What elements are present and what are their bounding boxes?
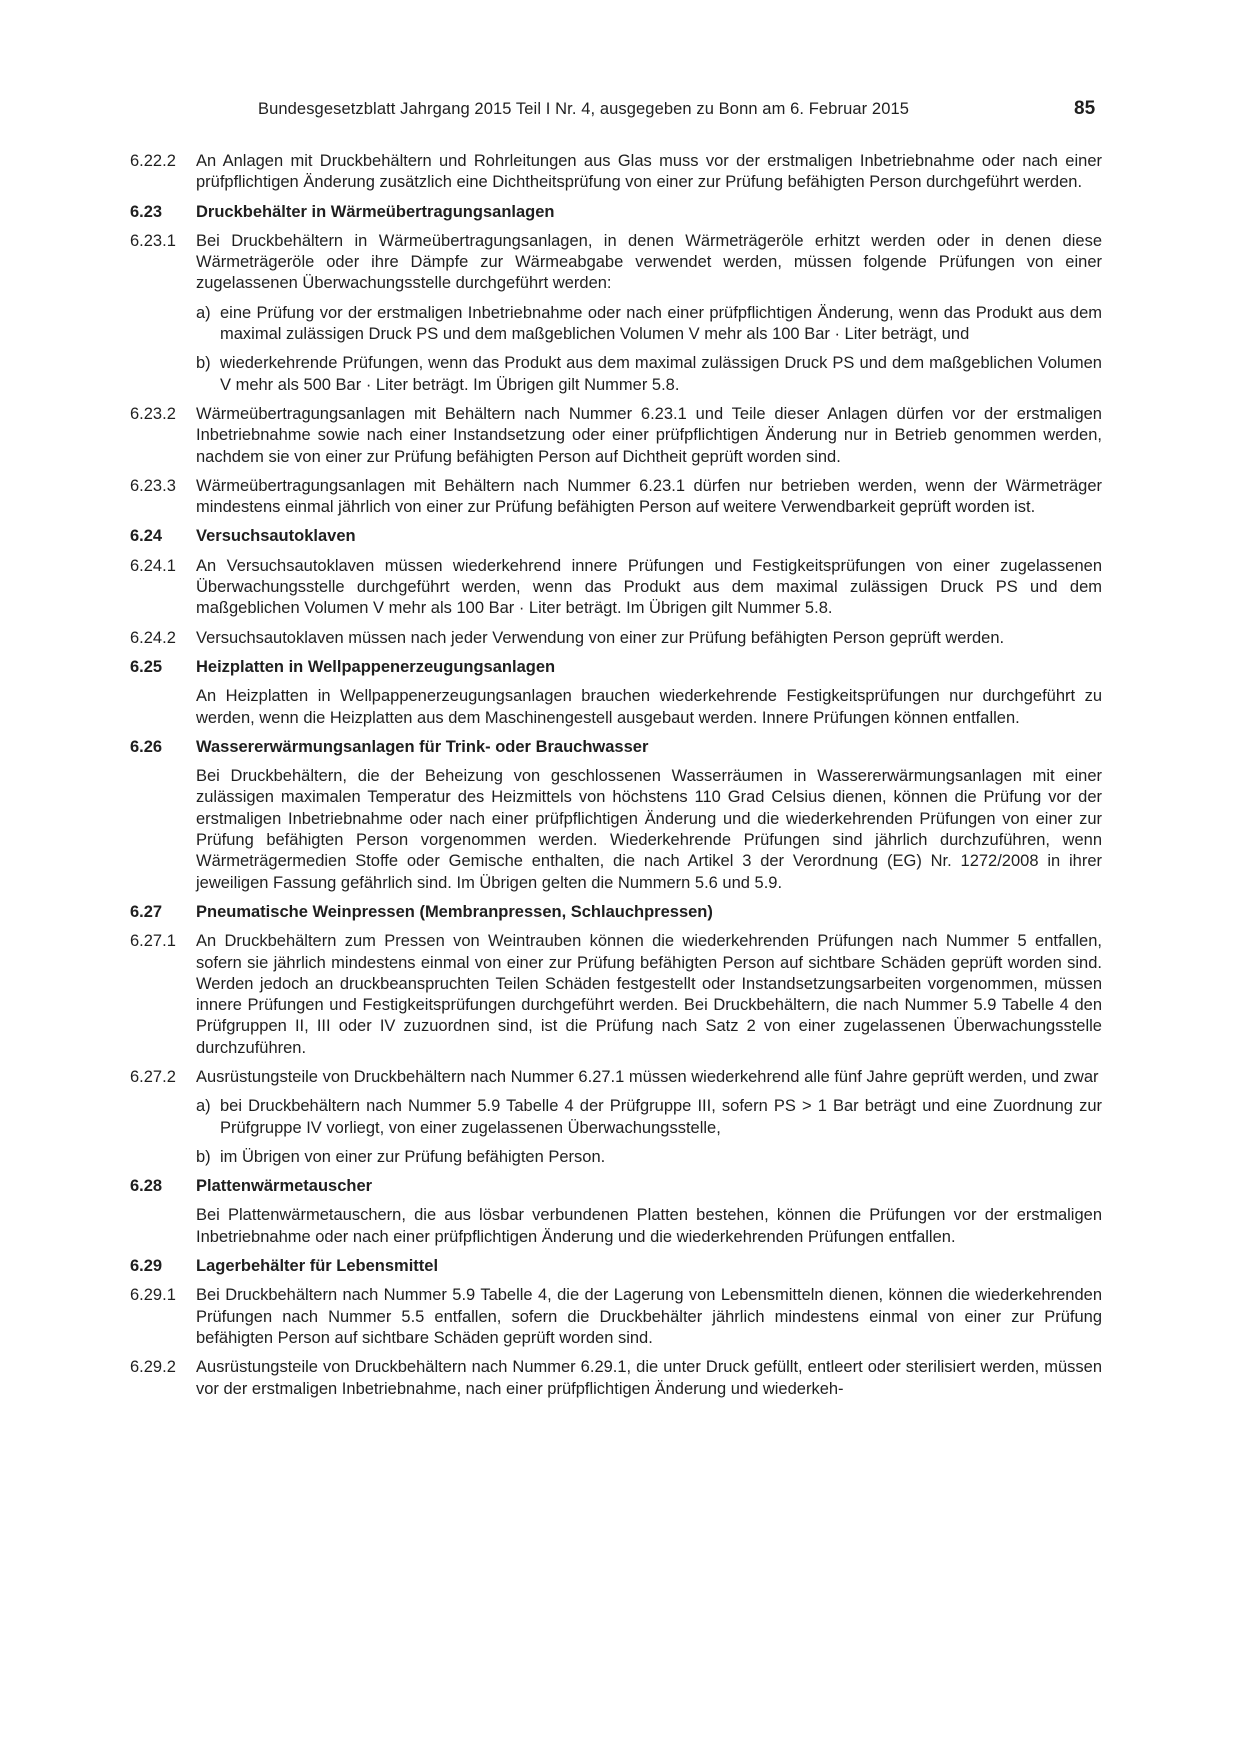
section-title: Pneumatische Weinpressen (Membranpressen, Schlauchpressen)	[196, 902, 713, 921]
section-number: 6.25	[130, 657, 163, 676]
paragraph-text: Bei Druckbehältern nach Nummer 5.9 Tabelle 4, die der Lagerung von Lebensmitteln dienen, können die wiederkehrenden Prüfungen nach Nummer 5.5 entfallen, sofern die Druckbehälter jährlich mindestens einmal von einer zur Prüfung befähigten Person auf sichtbare Schäden geprüft worden sind.	[196, 1286, 1102, 1347]
list-item-label: b)	[196, 354, 211, 373]
paragraph-text: Wärmeübertragungsanlagen mit Behältern nach Nummer 6.23.1 dürfen nur betrieben werden, wenn der Wärmeträger mindestens einmal jährlich von einer zur Prüfung befähigten Person auf weitere Verwendbarkeit geprüft worden ist.	[196, 476, 1102, 517]
section-number: 6.23	[130, 202, 163, 221]
section-number: 6.29	[130, 1257, 163, 1276]
paragraph	[130, 1357, 1102, 1400]
paragraph	[130, 686, 1102, 729]
list-item-label: a)	[196, 303, 211, 322]
page-number: 85	[1074, 98, 1096, 119]
paragraph-text: Bei Druckbehältern, die der Beheizung von geschlossenen Wasserräumen in Wassererwärmungsanlagen mit einer zulässigen maximalen Temperatur des Heizmittels von höchstens 110 Grad Celsius dienen, können die Prüfung vor der erstmaligen Inbetriebnahme oder nach einer prüfpflichtigen Änderung und die wiederkehrenden Prüfungen von einer zur Prüfung befähigten Person vorgenommen werden. Wiederkehrende Prüfungen sind jährlich durchzuführen, wenn Wärmeträgermedien Stoffe oder Gemische enthalten, die nach Artikel 3 der Verordnung (EG) Nr. 1272/2008 in ihrer jeweiligen Fassung gefährlich sind. Im Übrigen gelten die Nummern 5.6 und 5.9.	[196, 767, 1102, 892]
section-title: Lagerbehälter für Lebensmittel	[196, 1257, 439, 1276]
header-title: Bundesgesetzblatt Jahrgang 2015 Teil I Nr. 4, ausgegeben zu Bonn am 6. Februar 2015	[258, 100, 910, 118]
paragraph-text: Ausrüstungsteile von Druckbehältern nach Nummer 6.29.1, die unter Druck gefüllt, entleert oder sterilisiert werden, müssen vor der erstmaligen Inbetriebnahme, nach einer prüfpflichtigen Änderung und wiederkeh-	[196, 1358, 1102, 1398]
paragraph	[130, 476, 1102, 519]
list-item-label: a)	[196, 1097, 211, 1116]
paragraph-number: 6.27.1	[130, 932, 176, 951]
paragraph	[130, 931, 1102, 1059]
section-heading	[130, 526, 1102, 547]
paragraph-number: 6.29.1	[130, 1286, 176, 1305]
paragraph	[130, 1205, 1102, 1248]
list-item-text: bei Druckbehältern nach Nummer 5.9 Tabelle 4 der Prüfgruppe III, sofern PS > 1 Bar beträgt und eine Zuordnung zur Prüfgruppe IV vorliegt, von einer zugelassenen Überwachungsstelle,	[220, 1097, 1102, 1137]
section-title: Plattenwärmetauscher	[196, 1177, 373, 1196]
paragraph	[130, 151, 1102, 194]
paragraph-number	[130, 686, 196, 729]
paragraph-number: 6.23.3	[130, 476, 176, 495]
section-title: Versuchsautoklaven	[196, 527, 356, 546]
paragraph-text: An Druckbehältern zum Pressen von Weintrauben können die wiederkehrenden Prüfungen nach Nummer 5 entfallen, sofern sie jährlich mindestens einmal von einer zur Prüfung befähigten Person auf sichtbare Schäden geprüft worden sind. Werden jedoch an druckbeanspruchten Teilen Schäden festgestellt oder Instandsetzungsarbeiten vorgenommen, müssen innere Prüfungen und Festigkeitsprüfungen durchgeführt werden. Bei Druckbehältern, die nach Nummer 5.9 Tabelle 4 den Prüfgruppen II, III oder IV zuzuordnen sind, ist die Prüfung nach Satz 2 von einer zugelassenen Überwachungsstelle durchzuführen.	[196, 932, 1102, 1057]
paragraph-text: An Anlagen mit Druckbehältern und Rohrleitungen aus Glas muss vor der erstmaligen Inbetriebnahme oder nach einer prüfpflichtigen Änderung zusätzlich eine Dichtheitsprüfung von einer zur Prüfung befähigten Person durchgeführt werden.	[196, 152, 1102, 192]
paragraph	[130, 231, 1102, 295]
document-body	[130, 151, 1102, 1408]
list-item-text: eine Prüfung vor der erstmaligen Inbetriebnahme oder nach einer prüfpflichtigen Änderung, wenn das Produkt aus dem maximal zulässigen Druck PS und dem maßgeblichen Volumen V mehr als 100 Bar · Liter beträgt, und	[220, 303, 1102, 344]
paragraph-number: 6.24.1	[130, 556, 176, 575]
paragraph-text: Wärmeübertragungsanlagen mit Behältern nach Nummer 6.23.1 und Teile dieser Anlagen dürfen vor der erstmaligen Inbetriebnahme sowie nach einer Instandsetzung oder einer prüfpflichtigen Änderung nur in Betrieb genommen werden, nachdem sie von einer zur Prüfung befähigten Person auf Dichtheit geprüft worden sind.	[196, 404, 1102, 466]
section-number: 6.24	[130, 527, 163, 546]
paragraph-text: An Heizplatten in Wellpappenerzeugungsanlagen brauchen wiederkehrende Festigkeitsprüfungen nur durchgeführt zu werden, wenn die Heizplatten aus dem Maschinengestell ausgebaut werden. Innere Prüfungen können entfallen.	[196, 687, 1102, 727]
paragraph	[130, 1285, 1102, 1349]
list-item	[196, 303, 1102, 346]
paragraph-number: 6.23.1	[130, 231, 176, 250]
section-number: 6.28	[130, 1177, 163, 1196]
paragraph-text: Ausrüstungsteile von Druckbehältern nach Nummer 6.27.1 müssen wiederkehrend alle fünf Jahre geprüft werden, und zwar	[196, 1067, 1099, 1086]
page-header	[0, 100, 1241, 126]
paragraph-number: 6.23.2	[130, 404, 176, 423]
paragraph-number: 6.27.2	[130, 1067, 176, 1086]
paragraph-text: Bei Druckbehältern in Wärmeübertragungsanlagen, in denen Wärmeträgeröle erhitzt werden oder in denen diese Wärmeträgeröle oder ihre Dämpfe zur Wärmeabgabe verwendet werden, müssen folgende Prüfungen von einer zugelassenen Überwachungsstelle durchgeführt werden:	[196, 231, 1102, 293]
paragraph	[130, 1067, 1102, 1088]
list-item-text: im Übrigen von einer zur Prüfung befähigten Person.	[220, 1147, 606, 1166]
list-item-text: wiederkehrende Prüfungen, wenn das Produkt aus dem maximal zulässigen Druck PS und dem maßgeblichen Volumen V mehr als 500 Bar · Liter beträgt. Im Übrigen gilt Nummer 5.8.	[220, 354, 1102, 394]
paragraph-text: An Versuchsautoklaven müssen wiederkehrend innere Prüfungen und Festigkeitsprüfungen von einer zugelassenen Überwachungsstelle durchgeführt werden, wenn das Produkt aus dem maximal zulässigen Druck PS und dem maßgeblichen Volumen V mehr als 100 Bar · Liter beträgt. Im Übrigen gilt Nummer 5.8.	[196, 556, 1102, 618]
section-heading	[130, 1256, 1102, 1277]
section-title: Heizplatten in Wellpappenerzeugungsanlagen	[196, 657, 556, 676]
paragraph	[130, 628, 1102, 649]
section-heading	[130, 1176, 1102, 1197]
list-item-label: b)	[196, 1147, 211, 1166]
section-heading	[130, 902, 1102, 923]
section-heading	[130, 202, 1102, 223]
paragraph-text: Versuchsautoklaven müssen nach jeder Verwendung von einer zur Prüfung befähigten Person geprüft werden.	[196, 628, 1005, 647]
paragraph-number	[130, 766, 196, 894]
paragraph	[130, 766, 1102, 894]
list-item	[196, 353, 1102, 396]
paragraph-number	[130, 1205, 196, 1248]
paragraph	[130, 404, 1102, 468]
section-heading	[130, 737, 1102, 758]
paragraph-number: 6.24.2	[130, 628, 176, 647]
paragraph-text: Bei Plattenwärmetauschern, die aus lösbar verbundenen Platten bestehen, können die Prüfungen vor der erstmaligen Inbetriebnahme oder nach einer prüfpflichtigen Änderung und die wiederkehrenden Prüfungen entfallen.	[196, 1206, 1102, 1246]
section-heading	[130, 657, 1102, 678]
paragraph	[130, 556, 1102, 620]
section-title: Wassererwärmungsanlagen für Trink- oder Brauchwasser	[196, 737, 649, 756]
list-item	[196, 1096, 1102, 1139]
paragraph-number: 6.22.2	[130, 152, 176, 170]
section-title: Druckbehälter in Wärmeübertragungsanlagen	[196, 202, 555, 221]
paragraph-number: 6.29.2	[130, 1358, 176, 1377]
list-item	[196, 1147, 1102, 1168]
section-number: 6.27	[130, 902, 163, 921]
section-number: 6.26	[130, 737, 163, 756]
